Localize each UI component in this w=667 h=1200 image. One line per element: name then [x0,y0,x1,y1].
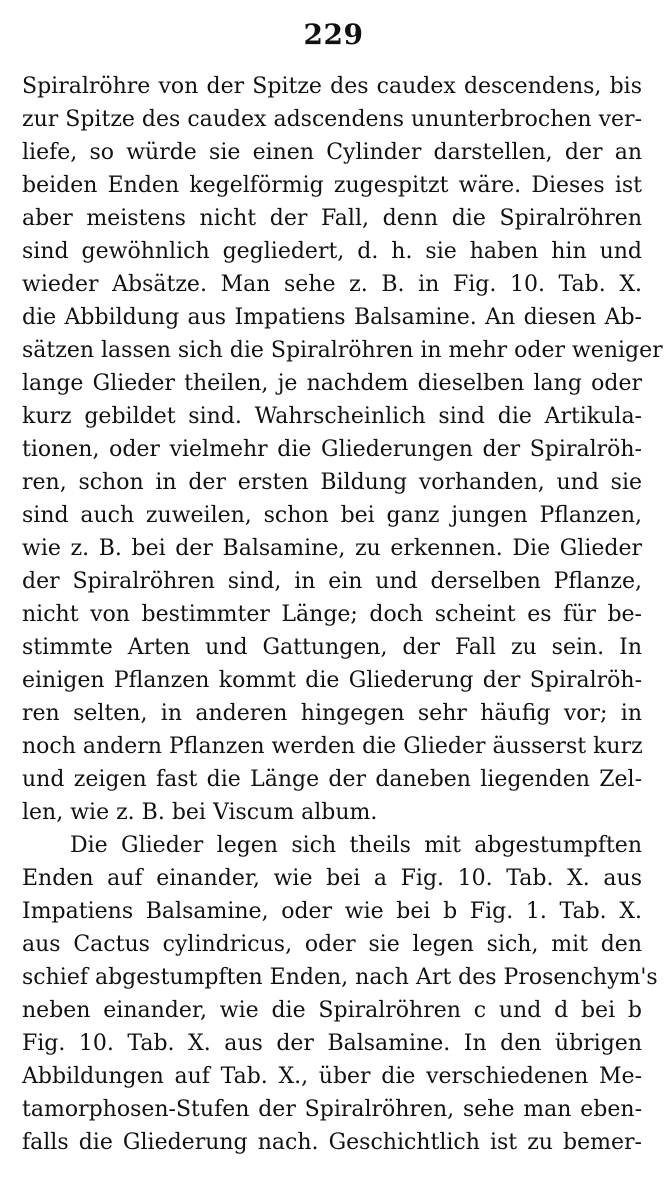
text-line: zur Spitze des caudex adscendens ununterbrochen ver- [22,107,642,132]
text-line: Impatiens Balsamine, oder wie bei b Fig. 1. Tab. X. [22,899,642,924]
text-line: liefe, so würde sie einen Cylinder darstellen, der an [22,140,642,165]
text-line: aber meistens nicht der Fall, denn die Spiralröhren [22,206,642,231]
text-line: falls die Gliederung nach. Geschichtlich ist zu bemer- [22,1130,642,1155]
text-line: die Abbildung aus Impatiens Balsamine. An diesen Ab- [22,305,642,330]
page-number: 229 [303,18,364,51]
text-line: lange Glieder theilen, je nachdem dieselben lang oder [22,371,642,396]
text-line: aus Cactus cylindricus, oder sie legen sich, mit den [22,932,642,957]
text-line: sätzen lassen sich die Spiralröhren in mehr oder weniger [22,338,663,363]
paragraph-end-line: len, wie z. B. bei Viscum album. [22,800,378,825]
text-line: neben einander, wie die Spiralröhren c und d bei b [22,998,642,1023]
text-line: schief abgestumpften Enden, nach Art des Prosenchym's [22,965,658,990]
text-line: tionen, oder vielmehr die Gliederungen der Spiralröh- [22,437,642,462]
text-line: ren selten, in anderen hingegen sehr häufig vor; in [22,701,642,726]
text-line: beiden Enden kegelförmig zugespitzt wäre. Dieses ist [22,173,642,198]
text-line: Spiralröhre von der Spitze des caudex descendens, bis [22,74,642,99]
text-line: tamorphosen-Stufen der Spiralröhren, sehe man eben- [22,1097,642,1122]
text-line: noch andern Pflanzen werden die Glieder äusserst kurz [22,734,643,759]
text-line: stimmte Arten und Gattungen, der Fall zu sein. In [22,635,642,660]
text-line: kurz gebildet sind. Wahrscheinlich sind die Artikula- [22,404,642,429]
text-line: wie z. B. bei der Balsamine, zu erkennen. Die Glieder [22,536,642,561]
text-line: und zeigen fast die Länge der daneben liegenden Zel- [22,767,642,792]
paragraph-start-line: Die Glieder legen sich theils mit abgestumpften [70,833,642,858]
text-line: nicht von bestimmter Länge; doch scheint es für be- [22,602,642,627]
text-line: wieder Absätze. Man sehe z. B. in Fig. 10. Tab. X. [22,272,642,297]
body-text [22,70,663,1159]
text-line: Enden auf einander, wie bei a Fig. 10. Tab. X. aus [22,866,642,891]
text-line: der Spiralröhren sind, in ein und derselben Pflanze, [22,569,642,594]
text-line: Abbildungen auf Tab. X., über die verschiedenen Me- [22,1064,642,1089]
text-line: ren, schon in der ersten Bildung vorhanden, und sie [22,470,642,495]
text-line: sind gewöhnlich gegliedert, d. h. sie haben hin und [22,239,642,264]
text-line: sind auch zuweilen, schon bei ganz jungen Pflanzen, [22,503,642,528]
text-line: einigen Pflanzen kommt die Gliederung der Spiralröh- [22,668,642,693]
text-line: Fig. 10. Tab. X. aus der Balsamine. In den übrigen [22,1031,642,1056]
